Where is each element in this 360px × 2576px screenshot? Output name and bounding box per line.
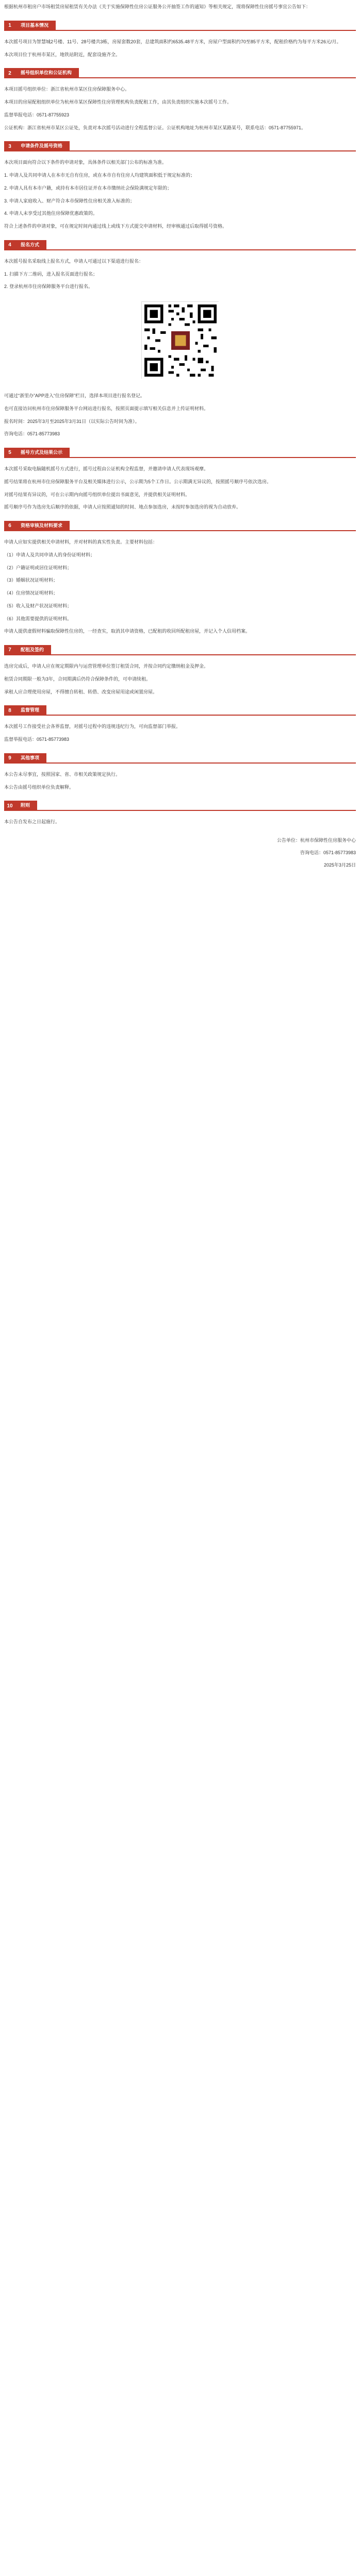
section-2 [4, 68, 356, 132]
section-paragraph: 咨询电话：0571-85773983 [4, 431, 60, 437]
section-number: 2 [4, 68, 15, 78]
intro-block [4, 0, 356, 11]
section-header [4, 645, 356, 655]
section-number: 1 [4, 21, 15, 31]
section-paragraph: 报名时间：2025年3月至2025年3月31日（以实际公告时间为准）。 [4, 418, 140, 424]
section-paragraph: 摇号顺序号作为选房先后顺序的依据，申请人应按照通知的时间、地点参加选房，未按时参加选房的视为自动放弃。 [4, 504, 241, 510]
section-number: 3 [4, 141, 15, 151]
section-header [4, 448, 356, 458]
section-paragraph: 本项目的房屋配租组织单位为杭州市某区保障性住房管理机构负责配租工作，由其负责组织实施本次摇号工作。 [4, 99, 232, 105]
section-title: 资格审核及材料要求 [15, 521, 70, 531]
section-8 [4, 705, 356, 744]
section-paragraph: 2. 登录杭州市住房保障服务平台进行报名。 [4, 284, 93, 290]
section-paragraph: （5）收入及财产状况证明材料； [4, 603, 72, 608]
section-divider [56, 26, 356, 31]
footer [4, 837, 356, 869]
section-paragraph: 本次摇号报名采取线上报名方式，申请人可通过以下渠道进行报名： [4, 258, 144, 264]
section-paragraph: 对摇号结果有异议的，可在公示期内向摇号组织单位提出书面意见，并提供相关证明材料。 [4, 492, 190, 497]
section-paragraph: 公证机构：浙江省杭州市某区公证处，负责对本次摇号活动进行全程监督公证。公证机构地址为杭州市某区某路某号，联系电话：0571-87755971。 [4, 125, 306, 130]
section-6 [4, 521, 356, 636]
section-title: 配租及签约 [15, 645, 51, 655]
section-number: 9 [4, 753, 15, 764]
section-header [4, 141, 356, 151]
section-10 [4, 801, 356, 826]
section-number: 5 [4, 448, 15, 458]
section-divider [46, 245, 356, 250]
section-3 [4, 141, 356, 231]
section-divider [46, 710, 356, 716]
section-paragraph: 符合上述条件的申请对象，可在规定时间内通过线上或线下方式提交申请材料，经审核通过后取得摇号资格。 [4, 224, 227, 229]
footer-date: 2025年3月25日 [323, 862, 356, 868]
section-paragraph: 4. 申请人未享受过其他住房保障优惠政策的。 [4, 211, 98, 216]
section-header [4, 753, 356, 764]
section-divider [46, 758, 356, 764]
footer-phone: 咨询电话：0571-85773983 [300, 850, 356, 855]
section-paragraph: （3）婚姻状况证明材料； [4, 578, 58, 583]
section-paragraph: 本公告由摇号组织单位负责解释。 [4, 784, 74, 790]
section-7 [4, 645, 356, 696]
section-paragraph: 监督举报电话：0571-87755923 [4, 112, 70, 117]
section-number: 10 [4, 801, 15, 811]
section-header [4, 21, 356, 31]
after-qr-block [4, 392, 356, 438]
section-paragraph: 本项目摇号组织单位：浙江省杭州市某区住房保障服务中心。 [4, 87, 130, 92]
section-divider [79, 73, 356, 78]
section-number: 4 [4, 240, 15, 250]
qr-code-icon [142, 302, 219, 379]
section-divider [70, 526, 356, 531]
section-paragraph: （6）其他需要提供的证明材料。 [4, 616, 72, 621]
section-paragraph: 本公告未尽事宜，按照国家、省、市相关政策规定执行。 [4, 771, 121, 777]
announcement-page [0, 0, 360, 894]
section-paragraph: 可通过“浙里办”APP进入“住房保障”栏目，选择本项目进行报名登记。 [4, 393, 145, 398]
section-header [4, 240, 356, 250]
section-header [4, 705, 356, 716]
section-paragraph: 本公告自发布之日起施行。 [4, 819, 60, 825]
section-paragraph: 申请人提供虚假材料骗取保障性住房的，一经查实，取消其申请资格，已配租的收回所配租房屋，并记入个人信用档案。 [4, 629, 251, 634]
section-paragraph: 选房完成后，申请人应在规定期限内与运营管理单位签订租赁合同，并按合同约定缴纳租金及押金。 [4, 664, 209, 669]
footer-org: 公告单位：杭州市保障性住房服务中心 [276, 838, 356, 843]
section-header [4, 68, 356, 78]
section-divider [70, 453, 356, 458]
section-paragraph: 3. 申请人家庭收入、财产符合本市保障性住房相关准入标准的； [4, 198, 135, 204]
section-title: 报名方式 [15, 240, 46, 250]
section-divider [37, 806, 356, 811]
section-paragraph: 本次摇号工作接受社会各界监督，对摇号过程中的违规违纪行为，可向监督部门举报。 [4, 724, 181, 730]
section-title: 项目基本情况 [15, 21, 56, 31]
section-paragraph: 本次摇号项目为智慧城2号楼、11号、28号楼共3栋，房屋套数20套，总建筑面积约6535.48平方米，房屋户型面积约70至85平方米，配租价格约为每平方米26元/月。 [4, 39, 341, 44]
section-4 [4, 240, 356, 291]
section-title: 附则 [15, 801, 37, 811]
section-5 [4, 448, 356, 512]
section-divider [51, 650, 356, 655]
section-header [4, 521, 356, 531]
section-title: 摇号组织单位和公证机构 [15, 68, 79, 78]
section-paragraph: 本次项目面向符合以下条件的申请对象，具体条件以相关部门公布的标准为准。 [4, 160, 167, 165]
section-number: 8 [4, 705, 15, 716]
section-1 [4, 21, 356, 59]
section-paragraph: （1）申请人及共同申请人的身份证明材料； [4, 552, 95, 557]
qr-code-container [4, 301, 356, 379]
section-title: 其他事项 [15, 753, 46, 764]
section-header [4, 801, 356, 811]
section-number: 7 [4, 645, 15, 655]
section-paragraph: 监督举报电话：0571-85773983 [4, 737, 70, 742]
section-paragraph: 承租人应合理使用房屋，不得擅自转租、转借、改变房屋用途或闲置房屋。 [4, 689, 158, 694]
section-paragraph: 申请人应如实提供相关申请材料，并对材料的真实性负责。主要材料包括： [4, 539, 158, 545]
section-paragraph: 租赁合同期限一般为3年，合同期满后仍符合保障条件的，可申请续租。 [4, 676, 151, 682]
section-paragraph: （2）户籍证明或居住证明材料； [4, 565, 72, 570]
section-title: 监督管理 [15, 705, 46, 716]
section-paragraph: 本次项目位于杭州市某区，地铁站附近，配套设施齐全。 [4, 52, 121, 57]
section-paragraph: 2. 申请人具有本市户籍，或持有本市居住证并在本市缴纳社会保险满规定年限的； [4, 185, 172, 191]
section-paragraph: 1. 申请人及共同申请人在本市无自有住房，或在本市自有住房人均建筑面积低于规定标准的； [4, 173, 195, 178]
section-9 [4, 753, 356, 792]
section-title: 摇号方式及结果公示 [15, 448, 70, 458]
section-paragraph: 本次摇号采取电脑随机摇号方式进行，摇号过程由公证机构全程监督，并邀请申请人代表现场观摩。 [4, 466, 209, 471]
section-title: 申请条件及摇号资格 [15, 141, 70, 151]
section-paragraph: 也可直接访问杭州市住房保障服务平台网站进行报名，按照页面提示填写相关信息并上传证明材料。 [4, 405, 209, 411]
qr-code-image[interactable] [141, 301, 219, 379]
section-paragraph: 摇号结果将在杭州市住房保障服务平台及相关媒体进行公示，公示期为5个工作日。公示期满无异议的，按照摇号顺序号依次选房。 [4, 479, 272, 484]
section-divider [70, 146, 356, 151]
section-number: 6 [4, 521, 15, 531]
section-paragraph: 1. 扫描下方二维码，进入报名页面进行报名； [4, 271, 98, 277]
intro-paragraph: 根据杭州市租房户市场租赁房屋租赁有关办法《关于实施保障性住房公证服务公开抽签工作的通知》等相关规定，现将保障性住房摇号事宜公告如下： [4, 4, 311, 9]
section-paragraph: （4）住房情况证明材料； [4, 590, 58, 596]
